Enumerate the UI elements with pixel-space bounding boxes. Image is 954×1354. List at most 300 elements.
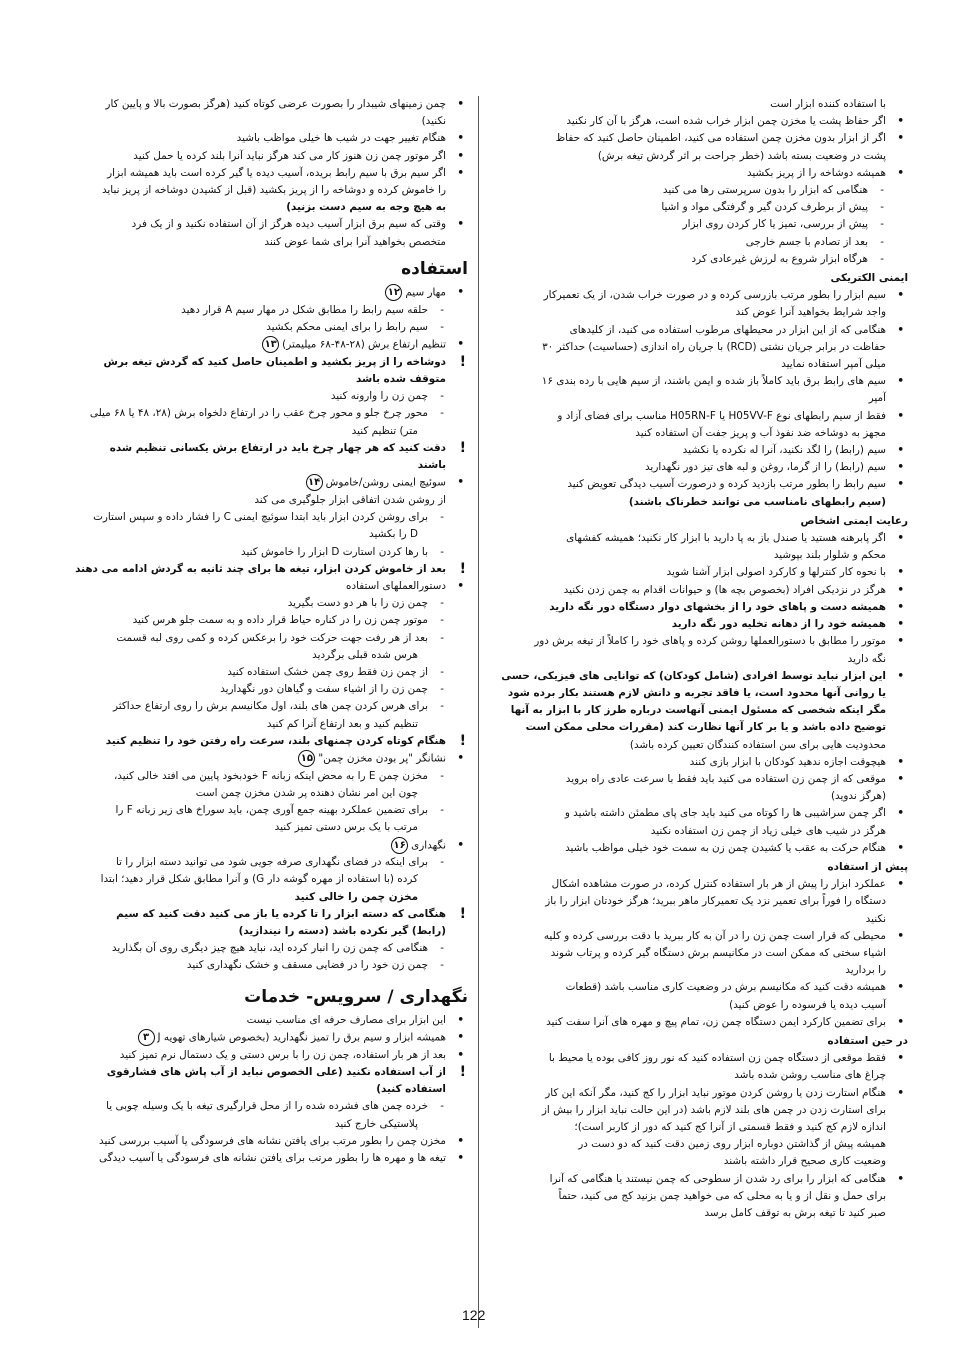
text-line: [48, 509, 468, 526]
text-line: [488, 928, 908, 945]
bullet-marker: •: [457, 1031, 464, 1044]
bullet-marker: •: [457, 1151, 464, 1164]
line-text: با رها کردن استارت D ابزار را خاموش کنید: [240, 545, 428, 558]
text-line: [488, 840, 908, 857]
right-column: [488, 96, 908, 1222]
figure-number-icon: ۱۵: [298, 750, 315, 767]
line-text: با نحوه کار کنترلها و کارکرد اصولی ابزار آشنا شوید: [666, 566, 886, 579]
text-line: [48, 664, 468, 681]
text-line: [488, 564, 908, 581]
text-line: [488, 754, 908, 771]
line-text: واجد شرایط بخواهید آنرا عوض کند: [735, 306, 886, 319]
dash-marker: -: [880, 218, 884, 231]
text-line: [48, 1081, 468, 1098]
line-text: (هرگز ندوید): [830, 790, 886, 803]
line-text: اندازه لازم کج کنید و فقط قسمتی از آنرا کج کنید که دور از کاربر است)؛: [574, 1120, 886, 1133]
left-column-top-list: [48, 96, 468, 251]
line-text: به هیچ وجه به سیم دست بزنید): [286, 201, 446, 214]
line-text: هرگز در شیب های خیلی زیاد از چمن زن استفاده نکنید: [650, 824, 886, 837]
line-text: چون این امر نشان دهنده پر شدن مخزن چمن است: [195, 786, 418, 799]
line-text: برای حمل و نقل از و یا به محلی که می خواهید چمن بزنید کج می کنید، حتماً: [558, 1189, 886, 1202]
line-text: متخصص بخواهید آنرا برای شما عوض کنند: [264, 235, 446, 248]
subheading: [488, 513, 908, 530]
line-text: کرده (با استفاده از مهره گوشه دار G) و آنرا مطابق شکل قرار دهید؛ ابتدا: [100, 873, 418, 886]
line-text: هنگامی که ابزار را برای رد شدن از سطوحی که چمن نیستند یا هنگامی که آنرا: [549, 1172, 886, 1185]
text-line: [48, 96, 468, 113]
text-line: [488, 251, 908, 268]
text-line: [488, 322, 908, 339]
figure-number-icon: ۱۴: [306, 474, 323, 491]
line-text: برای روشن کردن ابزار باید ابتدا سوئیچ ایمنی C را فشار داده و سپس استارت: [93, 511, 428, 524]
text-line: [48, 216, 468, 233]
subheading: [488, 1033, 908, 1050]
text-line: [488, 494, 908, 511]
line-text: موتور را مطابق با دستورالعملها روشن کرده و پاهای خود را کاملاً از تیغه برش دور: [534, 635, 886, 648]
page-number: 122: [462, 1307, 486, 1323]
column-divider: [478, 96, 479, 1328]
text-line: [48, 802, 468, 819]
line-text: اگر موتور چمن زن هنوز کار می کند هرگز نباید آنرا بلند کرده یا حمل کنید: [133, 149, 446, 162]
text-line: [488, 442, 908, 459]
line-text: متوقف شده باشد: [356, 373, 446, 386]
text-line: [48, 474, 468, 492]
line-text: همیشه دست و پاهای خود را از بخشهای دوار دستگاه دور نگه دارید: [549, 600, 886, 613]
line-text: برای هرس کردن چمن های بلند، اول مکانیسم برش را روی ارتفاع حداکثر: [112, 700, 428, 713]
warning-icon: !: [459, 560, 466, 577]
text-line: [488, 945, 908, 962]
bullet-marker: •: [897, 981, 904, 994]
line-text: رعایت ایمنی اشخاص: [800, 514, 908, 527]
bullet-marker: •: [897, 1015, 904, 1028]
line-text: سیم رابط را برای ایمنی محکم بکشید: [266, 320, 428, 333]
line-text: چمن زن را از اشیاء سفت و گیاهان دور نگهدارید: [220, 683, 428, 696]
bullet-marker: •: [457, 286, 464, 299]
line-text: فقط از سیم رابطهای نوع H05VV-F یا H05RN-F مناسب برای فضای آزاد و: [557, 409, 886, 422]
line-text: (رابط) گیر نکرده باشد (دسته را نیندازید): [238, 925, 446, 938]
text-line: [48, 526, 468, 543]
text-line: [488, 1171, 908, 1188]
text-line: [488, 373, 908, 390]
text-line: [48, 165, 468, 182]
text-line: [488, 96, 908, 113]
line-text: حلقه سیم رابط را مطابق شکل در مهار سیم A قرار دهید: [181, 303, 428, 316]
line-text: هرس شده قبلی برگردید: [312, 648, 418, 661]
warning-icon: !: [459, 905, 466, 922]
text-line: [488, 459, 908, 476]
line-text: محور چرخ جلو و محور چرخ عقب را در ارتفاع دلخواه برش (۲۸، ۴۸ یا ۶۸ میلی: [89, 407, 428, 420]
dash-marker: -: [440, 631, 444, 644]
bullet-marker: •: [457, 132, 464, 145]
line-text: چمن زن خود را در فضایی مسقف و خشک نگهداری کنید: [186, 959, 428, 972]
line-text: مگر اینکه شخصی که مسئول ایمنی آنهاست درباره طرز کار با ابزار به آنها: [510, 704, 886, 717]
bullet-marker: •: [897, 566, 904, 579]
text-line: [488, 130, 908, 147]
line-text: صبر کنید تا تیغه برش به توقف کامل برسد: [704, 1207, 886, 1219]
text-line: [48, 302, 468, 319]
line-text: هرگز در نزدیکی افراد (بخصوص بچه ها) و حیوانات اقدام به چمن زدن نکنید: [563, 583, 886, 596]
dash-marker: -: [440, 804, 444, 817]
text-line: [488, 633, 908, 650]
dash-marker: -: [440, 511, 444, 524]
line-text: همیشه ابزار و سیم برق را تمیز نگهدارید (بخصوص شیارهای تهویه J: [157, 1031, 446, 1044]
line-text: مرتب با یک برس دستی تمیز کنید: [274, 821, 418, 834]
bullet-marker: •: [897, 166, 904, 179]
service-list: [48, 1012, 468, 1167]
line-text: اشیاء سختی که ممکن است در مکانیسم برش دستگاه گیر کرده و پرتاب شوند: [550, 946, 886, 959]
section-title-usage: استفاده: [401, 258, 468, 279]
figure-number-icon: ۱۳: [262, 336, 279, 353]
line-text: این ابزار نباید توسط افرادی (شامل کودکان) که توانایی های فیزیکی، حسی: [501, 669, 886, 682]
text-line: [488, 339, 908, 356]
dash-marker: -: [440, 700, 444, 713]
dash-marker: -: [880, 235, 884, 248]
figure-number-icon: ۳: [138, 1029, 155, 1046]
text-line: [488, 823, 908, 840]
line-text: هنگامی که از این ابزار در محیطهای مرطوب استفاده می کنید، از کلیدهای: [569, 323, 886, 336]
line-text: هنگام تغییر جهت در شیب ها خیلی مواظب باشید: [236, 132, 446, 145]
line-text: مخزن چمن را خالی کنید: [294, 890, 418, 903]
text-line: [488, 199, 908, 216]
bullet-marker: •: [897, 635, 904, 648]
line-text: چمن زن را با هر دو دست بگیرید: [287, 597, 428, 610]
line-text: ایمنی الکتریکی: [830, 272, 908, 285]
section-title-service: نگهداری / سرویس- خدمات: [244, 986, 468, 1007]
line-text: چمن زمینهای شیبدار را بصورت عرضی کوتاه کنید (هرگز بصورت بالا و پایین کار: [105, 98, 446, 110]
bullet-marker: •: [897, 532, 904, 545]
line-text: مخزن چمن E را به محض اینکه زبانه F خودبخود پایین می افتد خالی کنید،: [113, 769, 428, 782]
text-line: [488, 390, 908, 407]
text-line: [488, 788, 908, 805]
text-line: [488, 356, 908, 373]
bullet-marker: •: [897, 132, 904, 145]
line-text: همیشه دوشاخه را از پریز بکشید: [746, 166, 886, 179]
text-line: [488, 668, 908, 685]
text-line: [48, 1098, 468, 1115]
text-line: [48, 716, 468, 733]
text-line: [488, 1153, 908, 1170]
line-text: از روشن شدن اتفاقی ابزار جلوگیری می کند: [254, 493, 446, 506]
line-text: وقتی که سیم برق ابزار آسیب دیده هرگز از آن استفاده نکنید و از یک فرد: [131, 218, 446, 231]
line-text: همیشه دقت کنید که مکانیسم برش در وضعیت کاری مناسب باشد (قطعات: [565, 981, 886, 994]
line-text: سوئیچ ایمنی روشن/خاموش: [325, 476, 446, 489]
line-text: میلی آمپر استفاده نمایید: [781, 358, 886, 371]
line-text: تنظیم ارتفاع برش (۲۸-۴۸-۶۸ میلیمتر): [282, 338, 446, 351]
text-line: [488, 616, 908, 633]
line-text: بعد از خاموش کردن ابزار، تیغه ها برای چند ثانیه به گردش ادامه می دهند: [75, 562, 446, 575]
figure-number-icon: ۱۶: [391, 837, 408, 854]
text-line: [48, 750, 468, 768]
text-line: [488, 425, 908, 442]
bullet-marker: •: [457, 1048, 464, 1061]
dash-marker: -: [440, 390, 444, 403]
text-line: [488, 876, 908, 893]
line-text: اگر از ابزار بدون مخزن چمن استفاده می کنید، اطمینان حاصل کنید که حفاظ: [555, 132, 886, 145]
bullet-marker: •: [457, 1134, 464, 1147]
line-text: سیم رابط را بطور مرتب بازدید کرده و درصورت آسیب دیدگی تعویض کنید: [567, 478, 886, 491]
line-text: تیغه ها و مهره ها را بطور مرتب برای یافتن نشانه های فرسودگی یا آسیب دیدگی: [99, 1151, 446, 1164]
line-text: چراغ های مناسب روشن شده باشد: [734, 1069, 886, 1082]
line-text: هنگامی که چمن زن را انبار کرده اید، نباید هیچ چیز دیگری روی آن بگذارید: [111, 942, 428, 955]
dash-marker: -: [440, 683, 444, 696]
line-text: مجهز به دوشاخه ضد نفوذ آب و پریز جفت آن استفاده کنید: [635, 426, 886, 439]
text-line: [488, 530, 908, 547]
text-line: [48, 1064, 468, 1081]
line-text: حفاظت در برابر جریان نشتی (RCD) با جریان راه اندازی (حساسیت) حداکثر ۳۰: [542, 340, 886, 353]
line-text: وضعیت کاری صحیح قرار داشته باشند: [723, 1155, 886, 1168]
text-line: [488, 1014, 908, 1031]
text-line: [48, 940, 468, 957]
line-text: برای استارت زدن در چمن های بلند لازم باشد (در این حالت نباید ابزار را بیش از: [541, 1103, 886, 1116]
bullet-marker: •: [897, 618, 904, 631]
line-text: متر) تنظیم کنید: [351, 424, 418, 437]
line-text: همیشه پیش از گذاشتن دوباره ابزار روی زمین دقت کنید که دو دست در: [578, 1138, 886, 1151]
line-text: عملکرد ابزار را پیش از هر بار استفاده کنترل کرده، در صورت مشاهده اشکال: [551, 878, 886, 891]
text-line: [488, 304, 908, 321]
bullet-marker: •: [897, 323, 904, 336]
text-line: [48, 148, 468, 165]
bullet-marker: •: [457, 838, 464, 851]
text-line: [48, 1116, 468, 1133]
text-line: [48, 733, 468, 750]
line-text: را بردارید: [845, 964, 886, 977]
text-line: [488, 1188, 908, 1205]
text-line: [48, 113, 468, 130]
line-text: بعد از هر بار استفاده، چمن زن را با برس دستی و یک دستمال نرم تمیز کنید: [119, 1048, 446, 1061]
text-line: [488, 582, 908, 599]
text-line: [48, 371, 468, 388]
dash-marker: -: [440, 942, 444, 955]
text-line: [48, 630, 468, 647]
line-text: موتور چمن زن را در کناره حیاط قرار داده و به سمت جلو هرس کنید: [132, 614, 428, 627]
line-text: سیم (رابط) را از گرما، روغن و لبه های تیز دور نگهدارید: [644, 461, 886, 474]
text-line: [48, 647, 468, 664]
text-line: [488, 719, 908, 736]
text-line: [48, 284, 468, 302]
line-text: پشت در وضعیت بسته باشد (خطر جراحت بر اثر گردش تیغه برش): [597, 149, 886, 162]
bullet-marker: •: [897, 772, 904, 785]
line-text: (سیم رابطهای نامناسب می توانند خطرناک باشند): [628, 495, 886, 508]
dash-marker: -: [440, 545, 444, 558]
text-line: [488, 1050, 908, 1067]
line-text: موقعی که از چمن زن استفاده می کنید باید فقط با سرعت عادی راه بروید: [565, 772, 886, 785]
dash-marker: -: [440, 614, 444, 627]
text-line: [48, 1012, 468, 1029]
dash-marker: -: [880, 184, 884, 197]
text-line: [488, 547, 908, 564]
line-text: مهار سیم: [405, 286, 446, 299]
line-text: برای اینکه در فضای نگهداری صرفه جویی شود می توانید دسته ابزار را تا: [115, 856, 428, 869]
text-line: [488, 1205, 908, 1222]
dash-marker: -: [440, 1100, 444, 1113]
line-text: نگهداری: [411, 839, 446, 852]
line-text: نگه دارید: [847, 652, 886, 665]
text-line: [488, 737, 908, 754]
line-text: را خاموش کرده و دوشاخه را از پریز بکشید (قبل از کشیدن دوشاخه از پریز نباید: [101, 184, 446, 197]
line-text: هنگامی که دسته ابزار را تا کرده یا باز می کنید دقت کنید که سیم: [116, 907, 446, 920]
warning-icon: !: [459, 353, 466, 370]
text-line: [488, 1102, 908, 1119]
line-text: چمن زن را وارونه کنید: [330, 390, 428, 403]
line-text: برای تضمین عملکرد بهینه جمع آوری چمن، باید سوراخ های زیر زبانه F را: [115, 804, 428, 817]
bullet-marker: •: [897, 841, 904, 854]
bullet-marker: •: [897, 375, 904, 388]
bullet-marker: •: [897, 444, 904, 457]
bullet-marker: •: [897, 878, 904, 891]
text-line: [48, 923, 468, 940]
text-line: [48, 234, 468, 251]
line-text: هنگام حرکت به عقب یا کشیدن چمن زن به سمت خود خیلی مواظب باشید: [565, 841, 886, 854]
left-column: [48, 96, 468, 1167]
line-text: سیم های رابط برق باید کاملاً باز شده و ایمن باشند، از سیم هایی با رده بندی ۱۶: [541, 375, 886, 388]
text-line: [488, 893, 908, 910]
line-text: از چمن زن فقط روی چمن خشک استفاده کنید: [227, 666, 428, 678]
bullet-marker: •: [897, 461, 904, 474]
text-line: [488, 651, 908, 668]
text-line: [48, 785, 468, 802]
text-line: [48, 423, 468, 440]
line-text: بعد از تصادم با جسم خارجی: [745, 235, 868, 248]
bullet-marker: •: [457, 1013, 464, 1026]
text-line: [488, 771, 908, 788]
bullet-marker: •: [897, 755, 904, 768]
bullet-marker: •: [457, 752, 464, 765]
line-text: برای تضمین کارکرد ایمن دستگاه چمن زن، تمام پیچ و مهره های آنرا سفت کنید: [546, 1015, 886, 1028]
bullet-marker: •: [897, 1052, 904, 1065]
line-text: خرده چمن های فشرده شده را از محل قرارگیری تیغه با یک وسیله چوبی یا: [106, 1100, 428, 1113]
bullet-marker: •: [897, 1172, 904, 1185]
line-text: تنظیم کنید و بعد ارتفاع آنرا کم کنید: [266, 717, 418, 730]
line-text: نشانگر "پر بودن مخزن چمن": [318, 752, 446, 765]
text-line: [48, 130, 468, 147]
line-text: مخزن چمن را بطور مرتب برای یافتن نشانه های فرسودگی یا آسیب بررسی کنید: [99, 1134, 446, 1147]
text-line: [48, 768, 468, 785]
line-text: هنگامی که ابزار را بدون سرپرستی رها می کنید: [662, 184, 868, 197]
text-line: [488, 1119, 908, 1136]
line-text: بعد از هر رفت جهت حرکت خود را برعکس کرده و کمی روی لبه قسمت: [116, 631, 428, 644]
line-text: اگر پابرهنه هستید یا صندل باز به پا دارید با ابزار کار نکنید؛ همیشه کفشهای: [566, 532, 886, 545]
text-line: [48, 698, 468, 715]
usage-list: [48, 284, 468, 975]
line-text: فقط موقعی از دستگاه چمن زن استفاده کنید که نور روز کافی بوده یا محیط با: [548, 1052, 886, 1065]
bullet-marker: •: [457, 149, 464, 162]
text-line: [48, 957, 468, 974]
text-line: [48, 1133, 468, 1150]
bullet-marker: •: [897, 583, 904, 596]
text-line: [488, 685, 908, 702]
line-text: دقت کنید که هر چهار چرخ باید در ارتفاع برش یکسانی تنظیم شده: [109, 441, 446, 454]
text-line: [48, 182, 468, 199]
dash-marker: -: [440, 407, 444, 420]
subheading: [488, 270, 908, 287]
line-text: اگر حفاظ پشت یا مخزن چمن ابزار خراب شده است، هرگز با آن کار نکنید: [566, 115, 886, 128]
text-line: [488, 148, 908, 165]
subheading: [488, 859, 908, 876]
text-line: [48, 336, 468, 354]
line-text: باشند: [417, 459, 446, 472]
line-text: دستگاه را فوراً برای تعمیر نزد یک تعمیرکار ماهر ببرید؛ هرگز خودتان ابزار را باز: [545, 895, 886, 908]
text-line: [488, 234, 908, 251]
bullet-marker: •: [457, 476, 464, 489]
line-text: هیچوقت اجازه ندهید کودکان با ابزار بازی کنند: [689, 755, 886, 768]
line-text: همیشه خود را از دهانه تخلیه دور نگه دارید: [671, 618, 886, 631]
text-line: [488, 1136, 908, 1153]
line-text: آسیب دیده یا فرسوده را عوض کنید): [729, 998, 886, 1011]
text-line: [488, 182, 908, 199]
warning-icon: !: [459, 1063, 466, 1080]
line-text: توضیح داده باشد و یا بر کار آنها نظارت کند (مقررات محلی ممکن است: [525, 721, 886, 734]
text-line: [48, 578, 468, 595]
line-text: D را بکشید: [368, 528, 418, 541]
text-line: [488, 962, 908, 979]
text-line: [488, 1085, 908, 1102]
line-text: هنگام استارت زدن یا روشن کردن موتور نباید ابزار را کج کنید، مگر آنکه این کار: [545, 1086, 886, 1099]
line-text: پیش از استفاده: [827, 860, 908, 873]
text-line: [48, 544, 468, 561]
line-text: هنگام کوتاه کردن چمنهای بلند، سرعت راه رفتن خود را تنظیم کنید: [105, 734, 446, 747]
bullet-marker: •: [897, 669, 904, 682]
text-line: [48, 889, 468, 906]
text-line: [488, 979, 908, 996]
figure-number-icon: ۱۲: [385, 284, 402, 301]
line-text: محکم و شلوار بلند بپوشید: [773, 549, 886, 562]
line-text: هرگاه ابزار شروع به لرزش غیرعادی کرد: [691, 252, 868, 265]
dash-marker: -: [440, 959, 444, 972]
text-line: [48, 319, 468, 336]
bullet-marker: •: [897, 807, 904, 820]
line-text: نکنید): [421, 115, 446, 128]
bullet-marker: •: [897, 600, 904, 613]
line-text: این ابزار برای مصارف حرفه ای مناسب نیست: [246, 1013, 446, 1026]
text-line: [488, 216, 908, 233]
bullet-marker: •: [457, 218, 464, 231]
text-line: [488, 1067, 908, 1084]
line-text: آمپر: [868, 392, 886, 405]
text-line: [48, 1047, 468, 1064]
line-text: در حین استفاده: [827, 1034, 908, 1047]
text-line: [48, 1029, 468, 1047]
line-text: سیم (رابط) را لگد نکنید، آنرا له نکرده یا نکشید: [682, 444, 886, 457]
text-line: [488, 911, 908, 928]
text-line: [488, 165, 908, 182]
bullet-marker: •: [897, 409, 904, 422]
dash-marker: -: [440, 856, 444, 869]
bullet-marker: •: [897, 1086, 904, 1099]
text-line: [488, 287, 908, 304]
text-line: [488, 476, 908, 493]
line-text: یا روانی آنها محدود است، یا فاقد تجربه و دانش لازم هستند بکار برده شود: [507, 686, 886, 699]
text-line: [48, 837, 468, 855]
text-line: [48, 681, 468, 698]
dash-marker: -: [880, 252, 884, 265]
text-line: [48, 595, 468, 612]
bullet-marker: •: [897, 929, 904, 942]
line-text: با استفاده کننده ابزار است: [770, 98, 886, 110]
text-line: [488, 599, 908, 616]
bullet-marker: •: [897, 115, 904, 128]
dash-marker: -: [880, 201, 884, 214]
bullet-marker: •: [897, 289, 904, 302]
line-text: استفاده کنید): [376, 1083, 446, 1096]
line-text: محدودیت هایی برای سن استفاده کنندگان تعیین کرده باشد): [629, 738, 886, 751]
dash-marker: -: [440, 320, 444, 333]
text-line: [48, 492, 468, 509]
line-text: سیم ابزار را بطور مرتب بازرسی کرده و در صورت خراب شدن، از یک تعمیرکار: [543, 289, 886, 302]
text-line: [488, 997, 908, 1014]
text-line: [48, 819, 468, 836]
line-text: محیطی که قرار است چمن زن را در آن به کار ببرید با دقت بررسی کرده و کلیه: [543, 929, 886, 942]
text-line: [48, 871, 468, 888]
dash-marker: -: [440, 303, 444, 316]
